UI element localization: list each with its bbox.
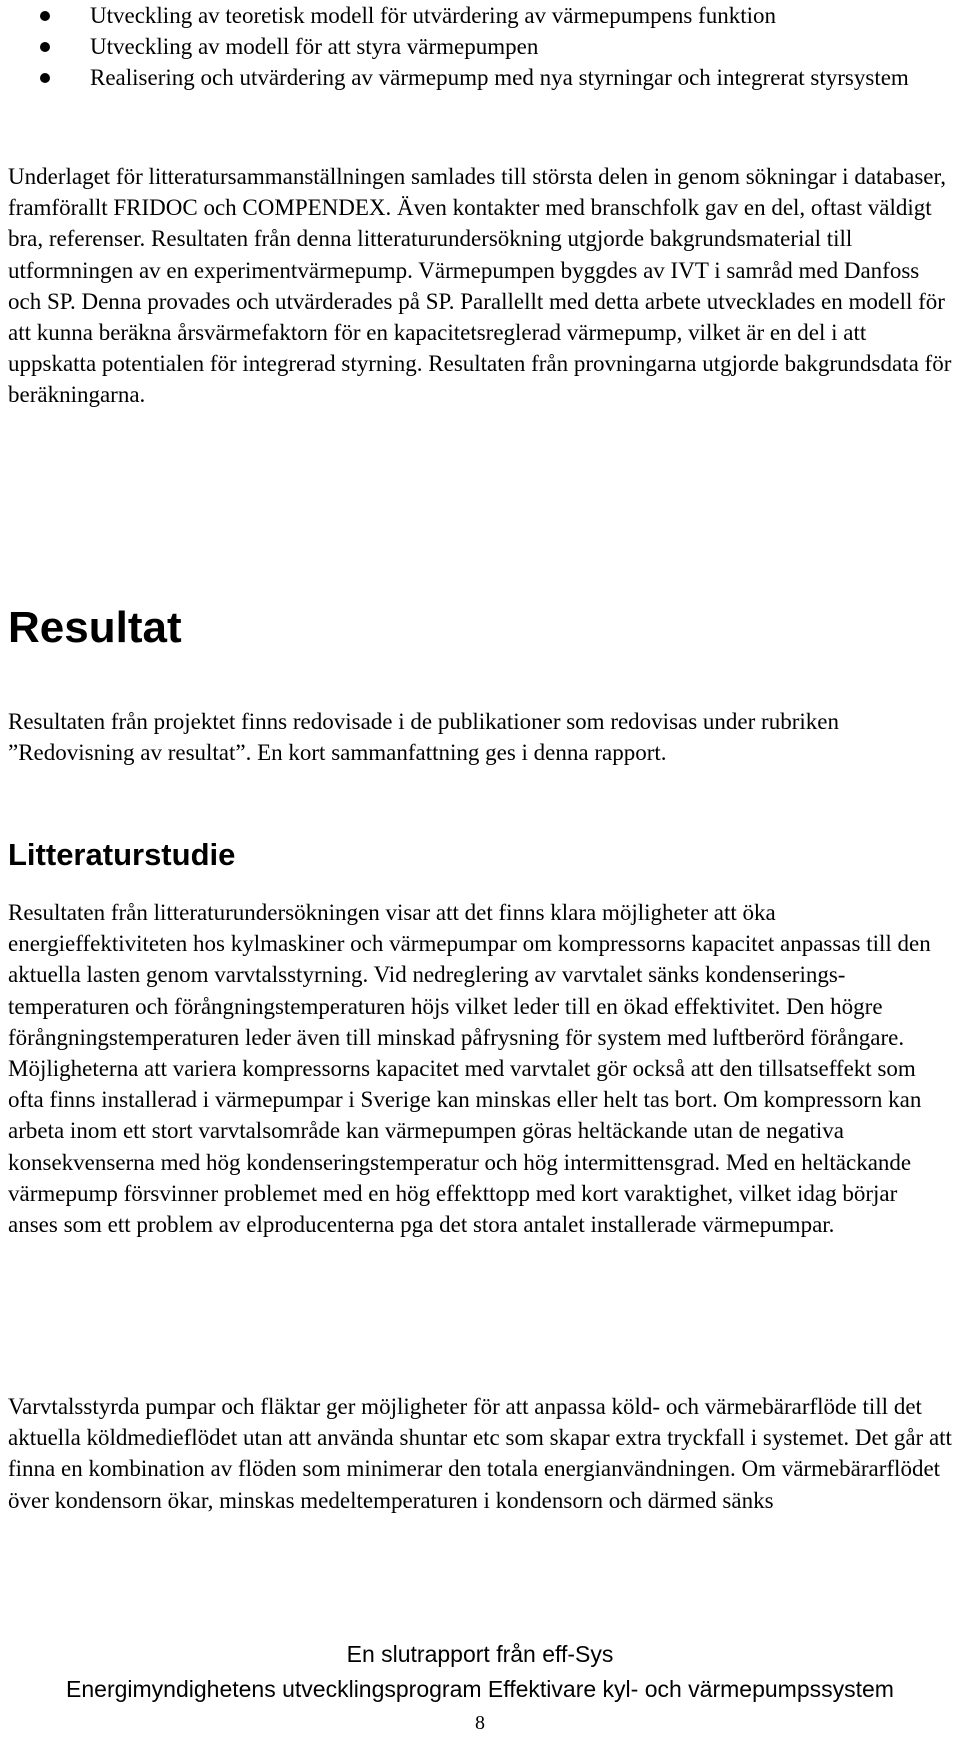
results-paragraph: Resultaten från projektet finns redovisade i de publikationer som redovisas under rubriken ”Redovisning av resultat”. En kort sammanfattning ges i denna rapport. (8, 709, 839, 766)
section-heading-resultat: Resultat (8, 603, 182, 652)
list-item-text: Utveckling av modell för att styra värmepumpen (90, 34, 539, 59)
bullet-icon (40, 73, 50, 83)
list-item-text: Utveckling av teoretisk modell för utvärdering av värmepumpens funktion (90, 3, 776, 28)
section-heading-litteraturstudie: Litteraturstudie (8, 837, 236, 872)
bullet-icon (40, 42, 50, 52)
list-item-text: Realisering och utvärdering av värmepump med nya styrningar och integrerat styrsystem (90, 65, 909, 90)
list-item (0, 0, 950, 31)
method-paragraph: Underlaget för litteratursammanställningen samlades till största delen in genom sökningar i databaser, framförallt FRIDOC och COMPENDEX. Även kontakter med branschfolk gav en del, oftast väldigt bra, referenser. Resultaten från denna litteraturundersökning utgjorde bakgrundsmaterial till utformningen av en experimentvärmepump. Värmepumpen byggdes av IVT i samråd med Danfoss och SP. Denna provades och utvärderades på SP. Parallellt med detta arbete utvecklades en modell för att kunna beräkna årsvärmefaktorn för en kapacitetsreglerad värmepump, vilket är en del i att uppskatta potentialen för integrerad styrning. Resultaten från provningarna utgjorde bakgrundsdata för beräkningarna. (8, 164, 952, 408)
objectives-list (0, 0, 950, 93)
list-item (0, 62, 950, 93)
literature-paragraph-1: Resultaten från litteraturundersökningen visar att det finns klara möjligheter att öka energieffektiviteten hos kylmaskiner och värmepumpar om kompressorns kapacitet anpassas till den aktuella lasten genom varvtalsstyrning. Vid nedreglering av varvtalet sänks kondenserings-temperaturen och förångningstemperaturen höjs vilket leder till en ökad effektivitet. Den högre förångningstemperaturen leder även till minskad påfrysning för system med luftberörd förångare. Möjligheterna att variera kompressorns kapacitet med varvtalet gör också att den tillsatseffekt som ofta finns installerad i värmepumpar i Sverige kan minskas eller helt tas bort. Om kompressorn kan arbeta inom ett stort varvtalsområde kan värmepumpen göras heltäckande utan de negativa konsekvenserna med hög kondenseringstemperatur och hög intermittensgrad. Med en heltäckande värmepump försvinner problemet med en hög effekttopp med kort varaktighet, vilket idag börjar anses som ett problem av elproducenterna pga det stora antalet installerade värmepumpar. (8, 900, 931, 1238)
bullet-icon (40, 11, 50, 21)
footer-report-title: En slutrapport från eff-Sys (346, 1641, 614, 1667)
footer-program-name: Energimyndighetens utvecklingsprogram Effektivare kyl- och värmepumpssystem (66, 1676, 894, 1702)
literature-paragraph-2: Varvtalsstyrda pumpar och fläktar ger möjligheter för att anpassa köld- och värmebärarflöde till det aktuella köldmedieflödet utan att använda shuntar etc som skapar extra tryckfall i systemet. Det går att finna en kombination av flöden som minimerar den totala energianvändningen. Om värmebärarflödet över kondensorn ökar, minskas medeltemperaturen i kondensorn och därmed sänks (8, 1394, 952, 1513)
list-item (0, 31, 950, 62)
page-number: 8 (475, 1712, 485, 1734)
